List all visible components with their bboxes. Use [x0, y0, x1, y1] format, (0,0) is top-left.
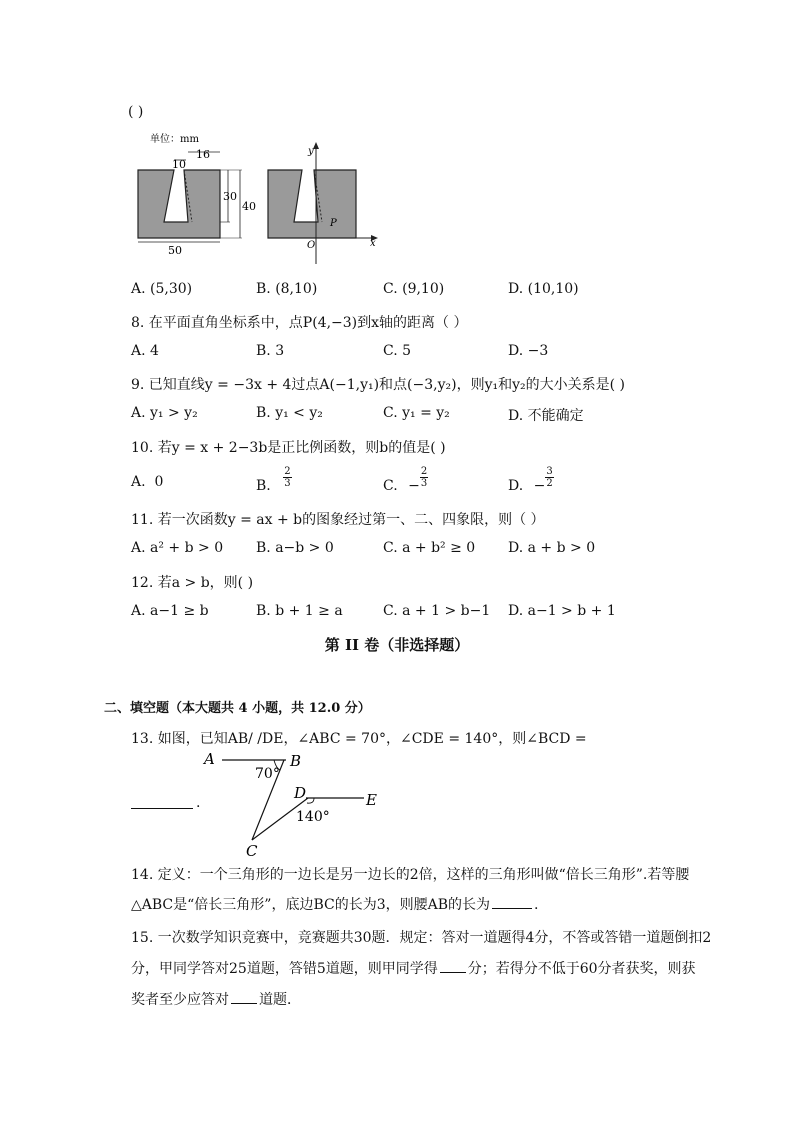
q13-period: .	[196, 795, 201, 811]
origin-label: O	[307, 240, 316, 251]
dim-16: 16	[196, 148, 210, 161]
q10-option-c: C. − $\frac{2}{3}$	[383, 466, 428, 494]
point-b-label: B	[290, 752, 302, 770]
q8-option-d: D. −3	[508, 343, 549, 359]
q9-option-b: B. y₁ < y₂	[256, 405, 323, 421]
q15-count-blank[interactable]	[231, 989, 257, 1004]
q13-answer-blank[interactable]	[131, 794, 193, 809]
q13-figure	[200, 748, 390, 858]
q11-option-d: D. a + b > 0	[508, 540, 596, 556]
q10-stem: 10. 若y = x + 2−3b是正比例函数，则b的值是( )	[131, 440, 446, 456]
section-title: 第 II 卷（非选择题）	[324, 636, 470, 654]
dim-10: 10	[172, 158, 186, 171]
q14-line1: 14. 定义：一个三角形的一边长是另一边长的2倍，这样的三角形叫做“倍长三角形”.若等腰	[131, 867, 690, 883]
q7-option-a: A. (5,30)	[131, 281, 193, 297]
q15-line3: 奖者至少应答对 道题．	[131, 989, 301, 1009]
fraction: $\frac{2}{3}$	[420, 466, 428, 489]
dim-40: 40	[242, 200, 256, 213]
q7-figure-right	[262, 140, 386, 268]
q11-option-b: B. a−b > 0	[256, 540, 334, 556]
q14-line2: △ABC是“倍长三角形”，底边BC的长为3，则腰AB的长为 .	[131, 894, 538, 914]
dim-50: 50	[168, 244, 182, 257]
q8-option-b: B. 3	[256, 343, 285, 359]
q10-option-a: A. 0	[131, 474, 164, 490]
q7-option-c: C. (9,10)	[383, 281, 445, 297]
y-axis-label: y	[308, 146, 314, 157]
q7-option-b: B. (8,10)	[256, 281, 318, 297]
q7-figure-left	[128, 128, 268, 260]
q7-option-d: D. (10,10)	[508, 281, 579, 297]
q11-stem: 11. 若一次函数y = ax + b的图象经过第一、二、四象限，则（ ）	[131, 512, 545, 528]
point-e-label: E	[366, 791, 377, 809]
q8-option-a: A. 4	[131, 343, 159, 359]
q12-option-d: D. a−1 > b + 1	[508, 603, 616, 619]
point-a-label: A	[204, 750, 215, 768]
q8-option-c: C. 5	[383, 343, 412, 359]
angle-70-label: 70°	[255, 766, 280, 782]
point-d-label: D	[294, 784, 307, 802]
angle-140-label: 140°	[296, 809, 330, 825]
x-axis-label: x	[370, 238, 376, 249]
fraction: $\frac{2}{3}$	[284, 466, 291, 489]
q12-stem: 12. 若a > b，则( )	[131, 575, 254, 591]
q11-option-c: C. a + b² ≥ 0	[383, 540, 476, 556]
q15-line1: 15. 一次数学知识竞赛中，竞赛题共30题．规定：答对一道题得4分，不答或答错一道题倒扣2	[131, 930, 712, 946]
q14-answer-blank[interactable]	[492, 894, 532, 909]
dim-30: 30	[223, 190, 237, 203]
q12-option-a: A. a−1 ≥ b	[131, 603, 209, 619]
q12-option-b: B. b + 1 ≥ a	[256, 603, 343, 619]
q13-stem: 13. 如图，已知AB/ /DE，∠ABC = 70°，∠CDE = 140°，则∠BCD =	[131, 731, 587, 747]
section2-heading: 二、填空题（本大题共 4 小题，共 12.0 分）	[104, 701, 371, 716]
q15-score-blank[interactable]	[440, 958, 466, 973]
q15-line2: 分，甲同学答对25道题，答错5道题，则甲同学得 分；若得分不低于60分者获奖，则获	[131, 958, 696, 978]
q9-option-d: D. 不能确定	[508, 408, 584, 424]
q9-option-c: C. y₁ = y₂	[383, 405, 450, 421]
unit-label: 单位：mm	[150, 134, 199, 145]
q11-option-a: A. a² + b > 0	[131, 540, 224, 556]
point-c-label: C	[246, 842, 258, 858]
q12-option-c: C. a + 1 > b−1	[383, 603, 491, 619]
q9-option-a: A. y₁ > y₂	[131, 405, 198, 421]
q10-option-d: D. − $\frac{3}{2}$	[508, 466, 553, 494]
fraction: $\frac{3}{2}$	[546, 466, 553, 489]
q8-stem: 8. 在平面直角坐标系中，点P(4,−3)到x轴的距离（ ）	[131, 315, 468, 331]
q9-stem: 9. 已知直线y = −3x + 4过点A(−1,y₁)和点(−3,y₂)，则y₁和y₂的大小关系是( )	[131, 377, 626, 393]
point-p-label: P	[330, 218, 337, 229]
q10-option-b: B. $\frac{2}{3}$	[256, 466, 291, 494]
q7-answer-paren: ( )	[128, 104, 144, 120]
